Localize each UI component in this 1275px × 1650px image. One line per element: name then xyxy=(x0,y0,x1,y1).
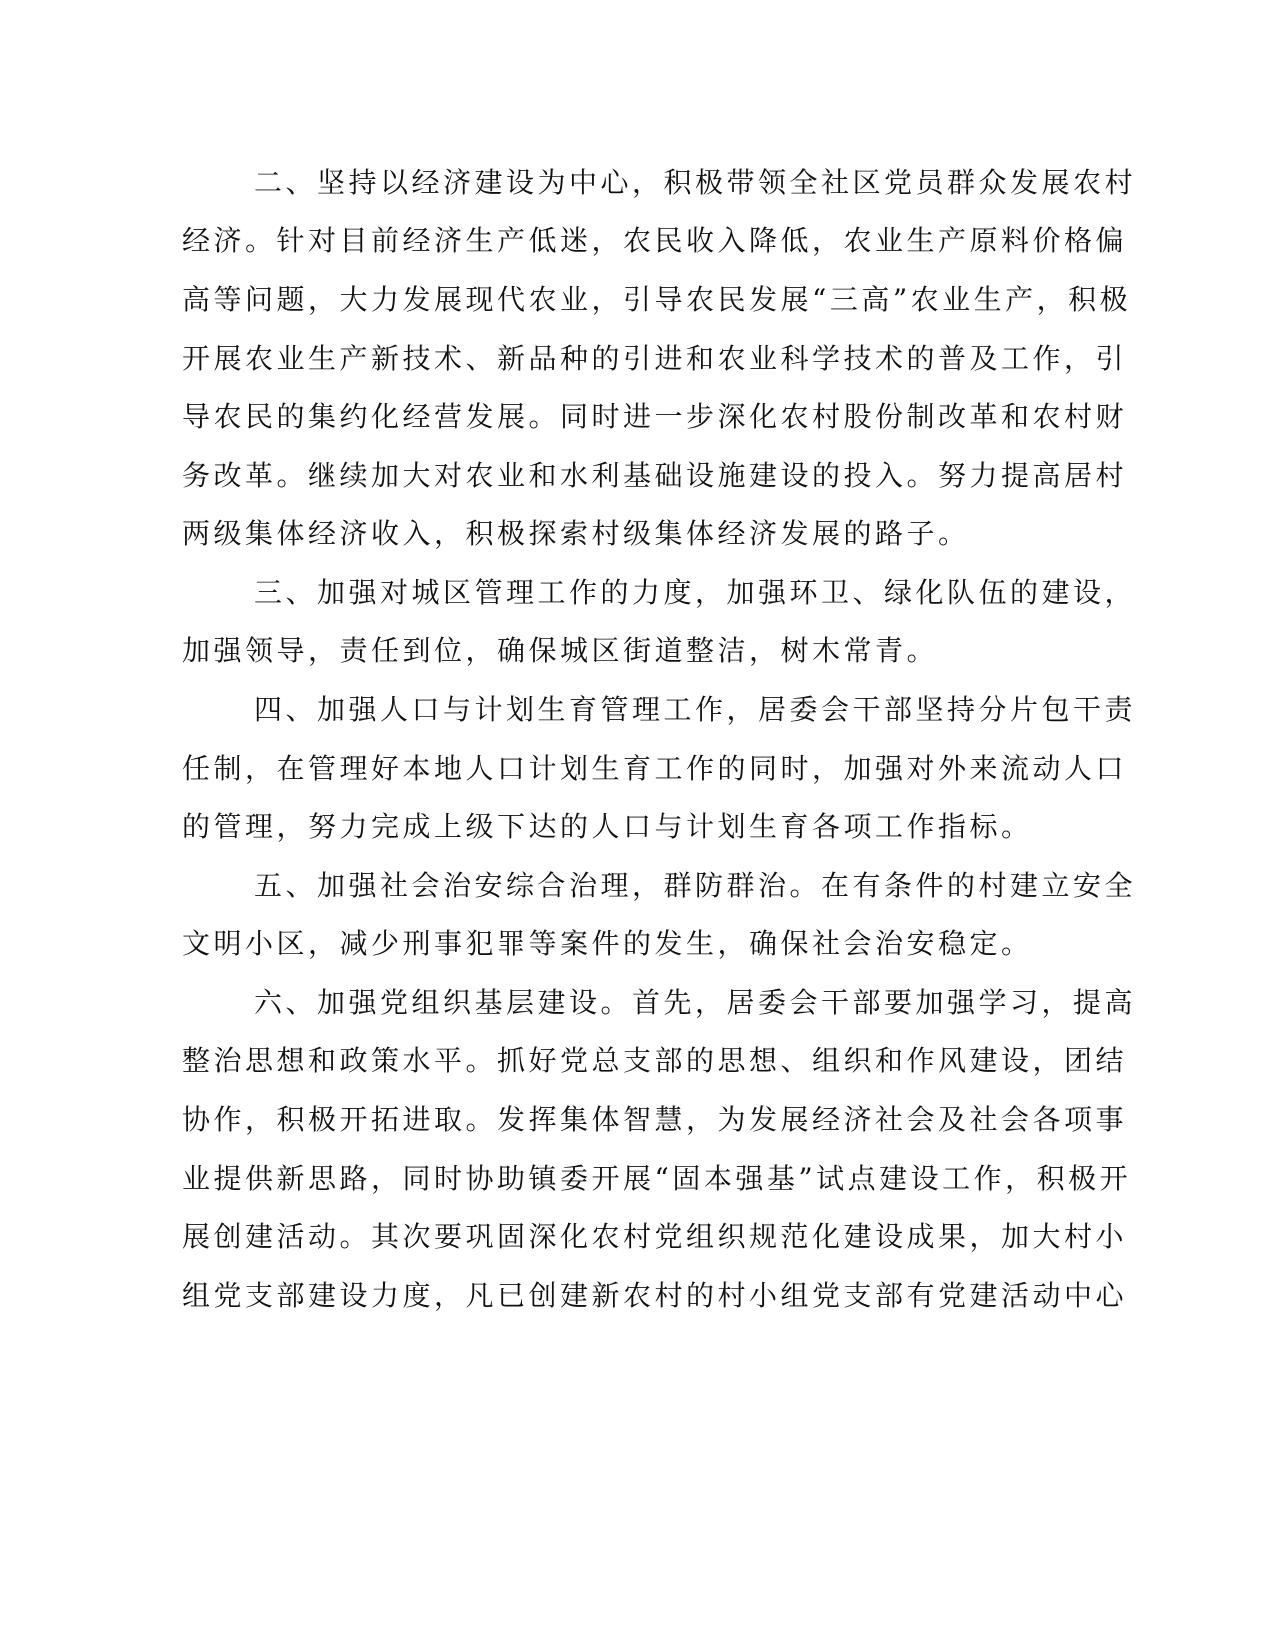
text-line-14: 文明小区，减少刑事犯罪等案件的发生，确保社会治安稳定。 xyxy=(182,927,1033,960)
text-line-1: 二、坚持以经济建设为中心，积极带领全社区党员群众发展农村 xyxy=(254,166,1137,199)
text-line-9: 加强领导，责任到位，确保城区街道整洁，树木常青。 xyxy=(182,634,939,667)
text-line-6: 务改革。继续加大对农业和水利基础设施建设的投入。努力提高居村 xyxy=(182,459,1128,492)
text-line-15: 六、加强党组织基层建设。首先，居委会干部要加强学习，提高 xyxy=(254,986,1137,1019)
text-line-2: 经济。针对目前经济生产低迷，农民收入降低，农业生产原料价格偏 xyxy=(182,224,1128,257)
text-line-13: 五、加强社会治安综合治理，群防群治。在有条件的村建立安全 xyxy=(254,869,1137,902)
text-line-3: 高等问题，大力发展现代农业，引导农民发展“三高”农业生产，积极 xyxy=(182,283,1132,316)
text-line-7: 两级集体经济收入，积极探索村级集体经济发展的路子。 xyxy=(182,517,970,550)
text-line-12: 的管理，努力完成上级下达的人口与计划生育各项工作指标。 xyxy=(182,810,1033,843)
text-line-4: 开展农业生产新技术、新品种的引进和农业科学技术的普及工作，引 xyxy=(182,342,1128,375)
text-line-18: 业提供新思路，同时协助镇委开展“固本强基”试点建设工作，积极开 xyxy=(182,1162,1132,1195)
text-line-19: 展创建活动。其次要巩固深化农村党组织规范化建设成果，加大村小 xyxy=(182,1220,1128,1253)
text-line-16: 整治思想和政策水平。抓好党总支部的思想、组织和作风建设，团结 xyxy=(182,1044,1128,1077)
text-line-8: 三、加强对城区管理工作的力度，加强环卫、绿化队伍的建设， xyxy=(254,576,1137,609)
text-line-5: 导农民的集约化经营发展。同时进一步深化农村股份制改革和农村财 xyxy=(182,400,1128,433)
text-line-11: 任制，在管理好本地人口计划生育工作的同时，加强对外来流动人口 xyxy=(182,752,1128,785)
text-line-20: 组党支部建设力度，凡已创建新农村的村小组党支部有党建活动中心 xyxy=(182,1279,1128,1312)
text-line-17: 协作，积极开拓进取。发挥集体智慧，为发展经济社会及社会各项事 xyxy=(182,1103,1128,1136)
text-line-10: 四、加强人口与计划生育管理工作，居委会干部坚持分片包干责 xyxy=(254,693,1137,726)
